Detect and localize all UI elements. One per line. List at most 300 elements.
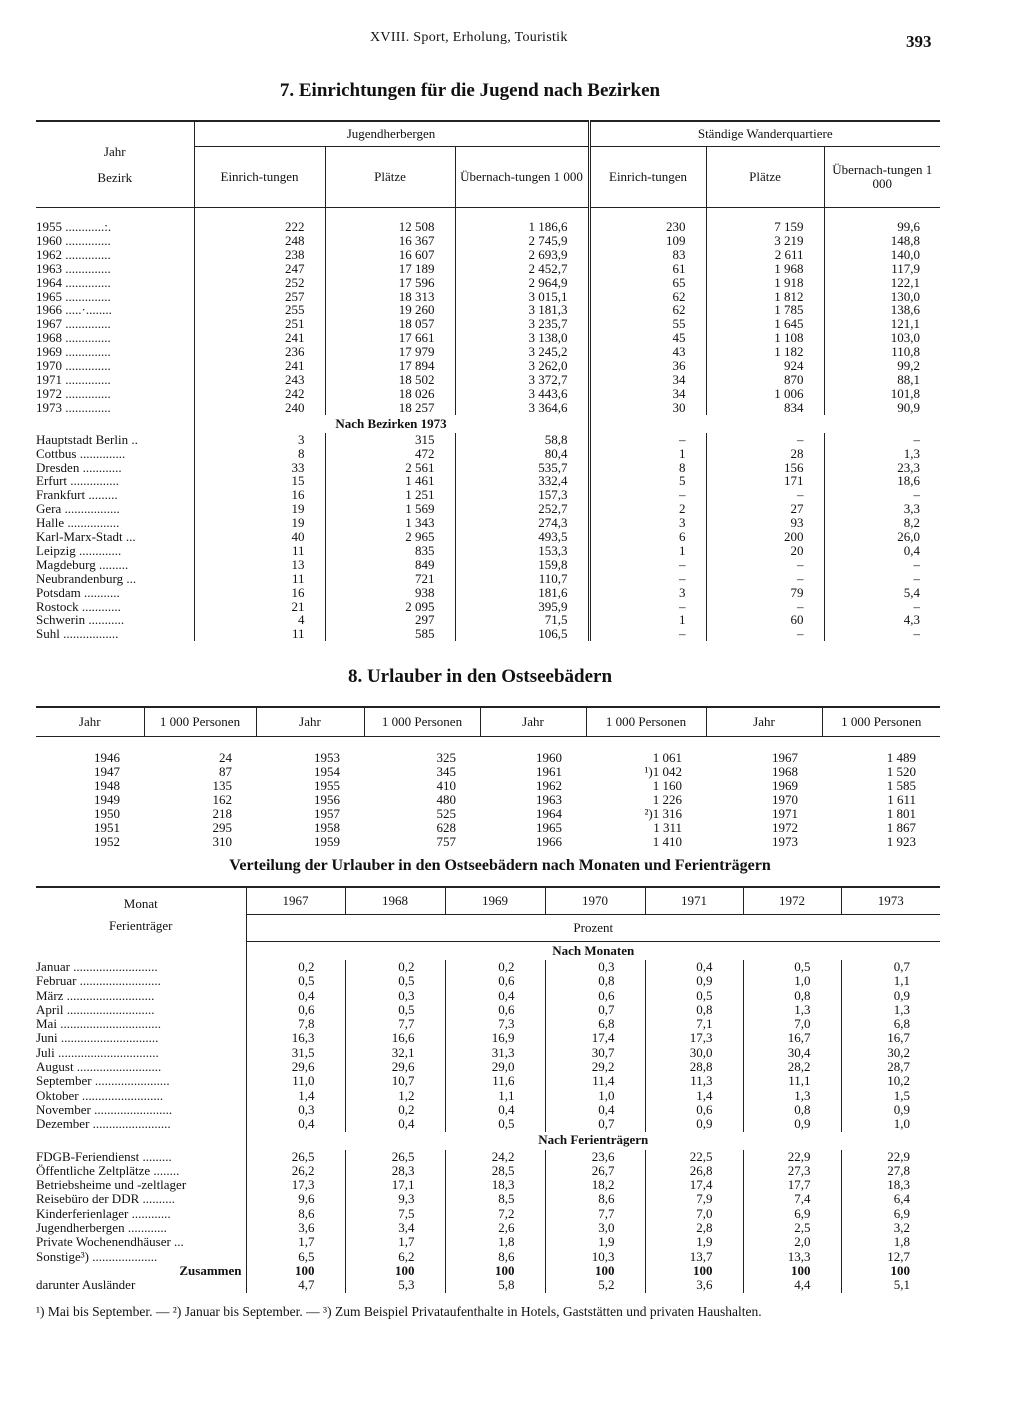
table-row: [36, 401, 940, 415]
table-cell: 34: [589, 387, 706, 401]
row-label: 1955 ............:.: [36, 220, 112, 234]
value-cell: 1 801: [886, 806, 916, 821]
table-row: [36, 1017, 940, 1031]
table-row: [36, 1221, 940, 1235]
table-row: [36, 1178, 940, 1192]
table-cell: 0,5: [645, 989, 743, 1003]
row-label: 1970 ..............: [36, 359, 111, 373]
table-cell: 12 508: [325, 220, 455, 234]
table-cell: 5,4: [824, 586, 940, 600]
table-cell: 1: [589, 613, 706, 627]
year-cell: 1960: [536, 750, 562, 765]
table-cell: 9,3: [345, 1192, 445, 1206]
table-cell: 27,3: [743, 1164, 841, 1178]
table-cell: 100: [545, 1264, 645, 1278]
year-header: 1971: [645, 887, 743, 915]
table-cell: 3: [194, 433, 325, 447]
table-cell: 28,2: [743, 1060, 841, 1074]
row-label: Halle ................: [36, 516, 120, 531]
table-cell: 83: [589, 248, 706, 262]
row-label: 1965 ..............: [36, 289, 111, 304]
table-cell: 28,7: [841, 1060, 940, 1074]
table-cell: 62: [589, 303, 706, 317]
sub-head: Einrich-tungen: [589, 147, 706, 208]
table-cell: 0,9: [841, 989, 940, 1003]
table-cell: 1,0: [545, 1089, 645, 1103]
table-cell: 0,4: [824, 544, 940, 558]
table-cell: 0,6: [246, 1003, 345, 1017]
year-cell: 1964: [536, 806, 562, 821]
year-cell: 1947: [94, 764, 120, 779]
table7-youth-facilities: [36, 120, 940, 641]
table-row: [36, 779, 940, 793]
running-header: XVIII. Sport, Erholung, Touristik: [370, 30, 568, 45]
table-cell: 241: [194, 331, 325, 345]
year-cell: 1961: [536, 764, 562, 779]
row-label: Schwerin ...........: [36, 613, 125, 628]
table-cell: 18,3: [841, 1178, 940, 1192]
table-cell: 62: [589, 290, 706, 304]
table-cell: 240: [194, 401, 325, 415]
table-cell: 99,6: [824, 220, 940, 234]
table-row: [36, 765, 940, 779]
row-label: Hauptstadt Berlin ..: [36, 432, 138, 447]
table-cell: 11,1: [743, 1074, 841, 1088]
value-cell: ²)1 316: [644, 806, 682, 821]
row-label: Öffentliche Zeltplätze ........: [36, 1163, 180, 1178]
row-label: Januar ..........................: [36, 960, 158, 974]
table-cell: 6,4: [841, 1192, 940, 1206]
table-row: [36, 488, 940, 502]
year-cell: 1951: [94, 820, 120, 835]
table-cell: 22,5: [645, 1150, 743, 1164]
table-cell: 238: [194, 248, 325, 262]
table-cell: 7,0: [743, 1017, 841, 1031]
value-cell: 1 611: [887, 792, 916, 807]
year-cell: 1973: [772, 834, 798, 849]
table-cell: 7,2: [445, 1207, 545, 1221]
table-cell: 122,1: [824, 276, 940, 290]
row-label: 1963 ..............: [36, 261, 111, 276]
table-cell: 5: [589, 474, 706, 488]
value-cell: 325: [436, 750, 456, 765]
table-cell: 17,1: [345, 1178, 445, 1192]
year-cell: 1968: [772, 764, 798, 779]
table-cell: 3 443,6: [455, 387, 589, 401]
table-cell: 2: [589, 502, 706, 516]
value-cell: 757: [436, 834, 456, 849]
value-cell: 1 867: [886, 820, 916, 835]
table-cell: 101,8: [824, 387, 940, 401]
table-cell: –: [824, 433, 940, 447]
table-cell: 7,8: [246, 1017, 345, 1031]
table-cell: 71,5: [455, 613, 589, 627]
table-row: [36, 751, 940, 765]
table-cell: 236: [194, 345, 325, 359]
table-row: [36, 1117, 940, 1131]
table-cell: 88,1: [824, 373, 940, 387]
table-cell: 36: [589, 359, 706, 373]
table-cell: 100: [345, 1264, 445, 1278]
unit-prozent: Prozent: [246, 915, 940, 942]
row-label: März ...........................: [36, 988, 155, 1003]
table-cell: 17 661: [325, 331, 455, 345]
table-cell: 585: [325, 627, 455, 641]
table-cell: 103,0: [824, 331, 940, 345]
table-cell: 159,8: [455, 558, 589, 572]
table-cell: 29,2: [545, 1060, 645, 1074]
table-cell: 1 108: [706, 331, 824, 345]
year-cell: 1966: [536, 834, 562, 849]
table9-title: Verteilung der Urlauber in den Ostseebädern nach Monaten und Ferienträgern: [229, 857, 771, 874]
value-cell: 1 160: [652, 778, 682, 793]
table-cell: 1,5: [841, 1089, 940, 1103]
table-row: [36, 1060, 940, 1074]
table-row: [36, 572, 940, 586]
table-cell: –: [589, 600, 706, 614]
value-cell: 1 585: [886, 778, 916, 793]
table-cell: 61: [589, 262, 706, 276]
sub-head: Plätze: [325, 147, 455, 208]
table-cell: 472: [325, 447, 455, 461]
table-cell: 6,2: [345, 1250, 445, 1264]
year-cell: 1972: [772, 820, 798, 835]
table-cell: 31,5: [246, 1046, 345, 1060]
table-cell: 6,8: [545, 1017, 645, 1031]
row-label: Oktober .........................: [36, 1088, 164, 1103]
table-cell: 17 979: [325, 345, 455, 359]
table-cell: 7,0: [645, 1207, 743, 1221]
table-cell: 1 182: [706, 345, 824, 359]
table-cell: –: [706, 600, 824, 614]
table-cell: 43: [589, 345, 706, 359]
row-label: Betriebsheime und -zeltlager: [36, 1178, 187, 1193]
table-cell: 7,9: [645, 1192, 743, 1206]
table-cell: 0,8: [645, 1003, 743, 1017]
table-cell: 109: [589, 234, 706, 248]
table-cell: 16,6: [345, 1031, 445, 1045]
table-cell: 0,4: [445, 989, 545, 1003]
table-cell: 1,4: [246, 1089, 345, 1103]
table-cell: 29,0: [445, 1060, 545, 1074]
table-cell: 1,3: [841, 1003, 940, 1017]
table-cell: 90,9: [824, 401, 940, 415]
table-cell: 26,7: [545, 1164, 645, 1178]
table-cell: 2 452,7: [455, 262, 589, 276]
table-cell: –: [589, 433, 706, 447]
table-cell: 3 015,1: [455, 290, 589, 304]
table-cell: 395,9: [455, 600, 589, 614]
table-cell: 4,3: [824, 613, 940, 627]
table-cell: 1 006: [706, 387, 824, 401]
table-cell: 1 251: [325, 488, 455, 502]
table-row: [36, 1031, 940, 1045]
table-cell: 171: [706, 474, 824, 488]
table-cell: 3,6: [246, 1221, 345, 1235]
table-cell: 17,4: [645, 1178, 743, 1192]
table-cell: 16: [194, 488, 325, 502]
table-cell: 0,3: [345, 989, 445, 1003]
table-row: [36, 1235, 940, 1249]
table-cell: 1,0: [743, 974, 841, 988]
table-cell: 0,8: [743, 989, 841, 1003]
table-row: [36, 530, 940, 544]
table-cell: 26,5: [246, 1150, 345, 1164]
table-cell: 79: [706, 586, 824, 600]
year-cell: 1959: [314, 834, 340, 849]
table-cell: 26,0: [824, 530, 940, 544]
table-row: [36, 502, 940, 516]
table-row: [36, 373, 940, 387]
table-cell: 11: [194, 627, 325, 641]
table-cell: 0,2: [246, 960, 345, 974]
table-cell: 6,9: [743, 1207, 841, 1221]
table-cell: 21: [194, 600, 325, 614]
row-label: Suhl .................: [36, 627, 119, 642]
table-cell: 0,3: [246, 1103, 345, 1117]
table-cell: 7,1: [645, 1017, 743, 1031]
table-cell: –: [589, 488, 706, 502]
table-cell: 2 561: [325, 461, 455, 475]
table-cell: 1,4: [645, 1089, 743, 1103]
table-cell: 2,5: [743, 1221, 841, 1235]
table-cell: –: [589, 572, 706, 586]
row-label: 1968 ..............: [36, 331, 111, 346]
table-cell: 100: [645, 1264, 743, 1278]
table-cell: 248: [194, 234, 325, 248]
table-row: [36, 303, 940, 317]
value-cell: 410: [436, 778, 456, 793]
table-cell: 11,3: [645, 1074, 743, 1088]
table-cell: 11: [194, 572, 325, 586]
table-cell: 1 968: [706, 262, 824, 276]
table-cell: 200: [706, 530, 824, 544]
table-cell: 100: [445, 1264, 545, 1278]
table-cell: 18 026: [325, 387, 455, 401]
table-cell: 5,8: [445, 1278, 545, 1292]
sub-head: Plätze: [706, 147, 824, 208]
table-cell: 0,7: [841, 960, 940, 974]
table-cell: 18 502: [325, 373, 455, 387]
table-cell: 297: [325, 613, 455, 627]
year-header: 1970: [545, 887, 645, 915]
table-cell: 0,4: [545, 1103, 645, 1117]
table-cell: 0,5: [345, 974, 445, 988]
table-cell: 156: [706, 461, 824, 475]
table-cell: 0,5: [246, 974, 345, 988]
table-cell: 7,5: [345, 1207, 445, 1221]
table-row: [36, 433, 940, 447]
table8-title: 8. Urlauber in den Ostseebädern: [347, 666, 613, 687]
row-label: Dresden ............: [36, 460, 122, 475]
table-cell: 1,1: [445, 1089, 545, 1103]
table-cell: 106,5: [455, 627, 589, 641]
table-cell: 138,6: [824, 303, 940, 317]
table-cell: 0,6: [545, 989, 645, 1003]
value-cell: ¹)1 042: [644, 764, 682, 779]
table-row: [36, 586, 940, 600]
group-jugendherbergen: Jugendherbergen: [194, 121, 589, 147]
row-label: Magdeburg .........: [36, 557, 129, 572]
table-cell: 1,3: [743, 1003, 841, 1017]
table-cell: 4,4: [743, 1278, 841, 1292]
table-cell: 252,7: [455, 502, 589, 516]
table-cell: 0,9: [645, 1117, 743, 1131]
table-cell: 1 186,6: [455, 220, 589, 234]
table-row: [36, 331, 940, 345]
table-cell: 493,5: [455, 530, 589, 544]
table-row: [36, 516, 940, 530]
table-cell: 93: [706, 516, 824, 530]
table-row: [36, 447, 940, 461]
table-cell: 31,3: [445, 1046, 545, 1060]
table-cell: 1 343: [325, 516, 455, 530]
table-row: [36, 807, 940, 821]
table-cell: –: [824, 558, 940, 572]
table-cell: 0,8: [743, 1103, 841, 1117]
table-row: [36, 1150, 940, 1164]
row-label: darunter Ausländer: [36, 1278, 136, 1293]
table-cell: 19: [194, 516, 325, 530]
year-cell: 1962: [536, 778, 562, 793]
table-cell: 6,9: [841, 1207, 940, 1221]
year-cell: 1950: [94, 806, 120, 821]
table-row: [36, 345, 940, 359]
row-label: Rostock ............: [36, 599, 121, 614]
column-header: Jahr: [706, 707, 822, 737]
table-cell: 332,4: [455, 474, 589, 488]
table-cell: 0,2: [345, 960, 445, 974]
table-cell: 8: [589, 461, 706, 475]
table-cell: 8,6: [545, 1192, 645, 1206]
table-cell: 0,5: [743, 960, 841, 974]
table-cell: 22,9: [841, 1150, 940, 1164]
table-cell: 2,0: [743, 1235, 841, 1249]
table-cell: 3 262,0: [455, 359, 589, 373]
year-cell: 1949: [94, 792, 120, 807]
foreign-row: [36, 1278, 940, 1292]
table-row: [36, 821, 940, 835]
year-cell: 1963: [536, 792, 562, 807]
table-cell: 849: [325, 558, 455, 572]
table-cell: 16,7: [841, 1031, 940, 1045]
table-cell: 230: [589, 220, 706, 234]
table-cell: 18,3: [445, 1178, 545, 1192]
table-cell: 1,9: [545, 1235, 645, 1249]
table-cell: 0,4: [645, 960, 743, 974]
table-row: [36, 234, 940, 248]
table-cell: 0,9: [841, 1103, 940, 1117]
table-cell: 8: [194, 447, 325, 461]
table-cell: 0,5: [345, 1003, 445, 1017]
row-label: September .......................: [36, 1074, 170, 1089]
table-cell: 18 313: [325, 290, 455, 304]
table-cell: 13,7: [645, 1250, 743, 1264]
table-cell: –: [824, 600, 940, 614]
value-cell: 345: [436, 764, 456, 779]
table-cell: 3 245,2: [455, 345, 589, 359]
table-cell: 0,2: [445, 960, 545, 974]
table-cell: –: [824, 572, 940, 586]
footnotes: ¹) Mai bis September. — ²) Januar bis September. — ³) Zum Beispiel Privataufenthalte in Hotels, Gaststätten und privaten Haushalten.: [36, 1304, 762, 1319]
table-cell: 11,4: [545, 1074, 645, 1088]
table-row: [36, 1207, 940, 1221]
table-cell: 0,9: [743, 1117, 841, 1131]
table-row: [36, 1074, 940, 1088]
table-row: [36, 835, 940, 849]
table-cell: 153,3: [455, 544, 589, 558]
table-cell: 17,4: [545, 1031, 645, 1045]
table-cell: 274,3: [455, 516, 589, 530]
table-cell: 8,6: [246, 1207, 345, 1221]
table-cell: 29,6: [246, 1060, 345, 1074]
value-cell: 1 489: [886, 750, 916, 765]
table-cell: 1,7: [345, 1235, 445, 1249]
row-label: 1973 ..............: [36, 400, 111, 415]
table-cell: 30,4: [743, 1046, 841, 1060]
table-cell: 6: [589, 530, 706, 544]
table-cell: 16,3: [246, 1031, 345, 1045]
table-cell: 5,2: [545, 1278, 645, 1292]
row-label: August ..........................: [36, 1060, 162, 1075]
table-cell: 13: [194, 558, 325, 572]
row-label: Gera .................: [36, 502, 120, 517]
value-cell: 1 520: [886, 764, 916, 779]
value-cell: 628: [436, 820, 456, 835]
table-cell: 5,1: [841, 1278, 940, 1292]
table-cell: 181,6: [455, 586, 589, 600]
table-cell: 45: [589, 331, 706, 345]
table-cell: 1: [589, 447, 706, 461]
table-cell: –: [706, 627, 824, 641]
table-cell: 7 159: [706, 220, 824, 234]
table-row: [36, 262, 940, 276]
row-label: Kinderferienlager ............: [36, 1206, 171, 1221]
table-cell: 23,6: [545, 1150, 645, 1164]
table-cell: 0,7: [545, 1003, 645, 1017]
table-cell: 0,4: [246, 1117, 345, 1131]
value-cell: 218: [212, 806, 232, 821]
row-label: Zusammen: [179, 1263, 242, 1278]
table-cell: 30: [589, 401, 706, 415]
table-cell: 0,4: [246, 989, 345, 1003]
year-cell: 1952: [94, 834, 120, 849]
table-cell: 2,6: [445, 1221, 545, 1235]
table-cell: 24,2: [445, 1150, 545, 1164]
table-cell: 1 918: [706, 276, 824, 290]
table9-col-head: [36, 887, 246, 942]
table-cell: 242: [194, 387, 325, 401]
table-cell: 22,9: [743, 1150, 841, 1164]
table-cell: 1,9: [645, 1235, 743, 1249]
table-cell: 0,5: [445, 1117, 545, 1131]
table-cell: 0,8: [545, 974, 645, 988]
table-cell: 8,2: [824, 516, 940, 530]
table-cell: 19 260: [325, 303, 455, 317]
table-cell: 12,7: [841, 1250, 940, 1264]
table-cell: –: [706, 433, 824, 447]
value-cell: 525: [436, 806, 456, 821]
table-cell: 100: [246, 1264, 345, 1278]
table-row: [36, 1192, 940, 1206]
row-label: Mai ...............................: [36, 1017, 161, 1032]
table-cell: 10,3: [545, 1250, 645, 1264]
table-cell: 3,3: [824, 502, 940, 516]
table-cell: 1,3: [824, 447, 940, 461]
table-row: [36, 1003, 940, 1017]
table-cell: 65: [589, 276, 706, 290]
table-row: [36, 1250, 940, 1264]
